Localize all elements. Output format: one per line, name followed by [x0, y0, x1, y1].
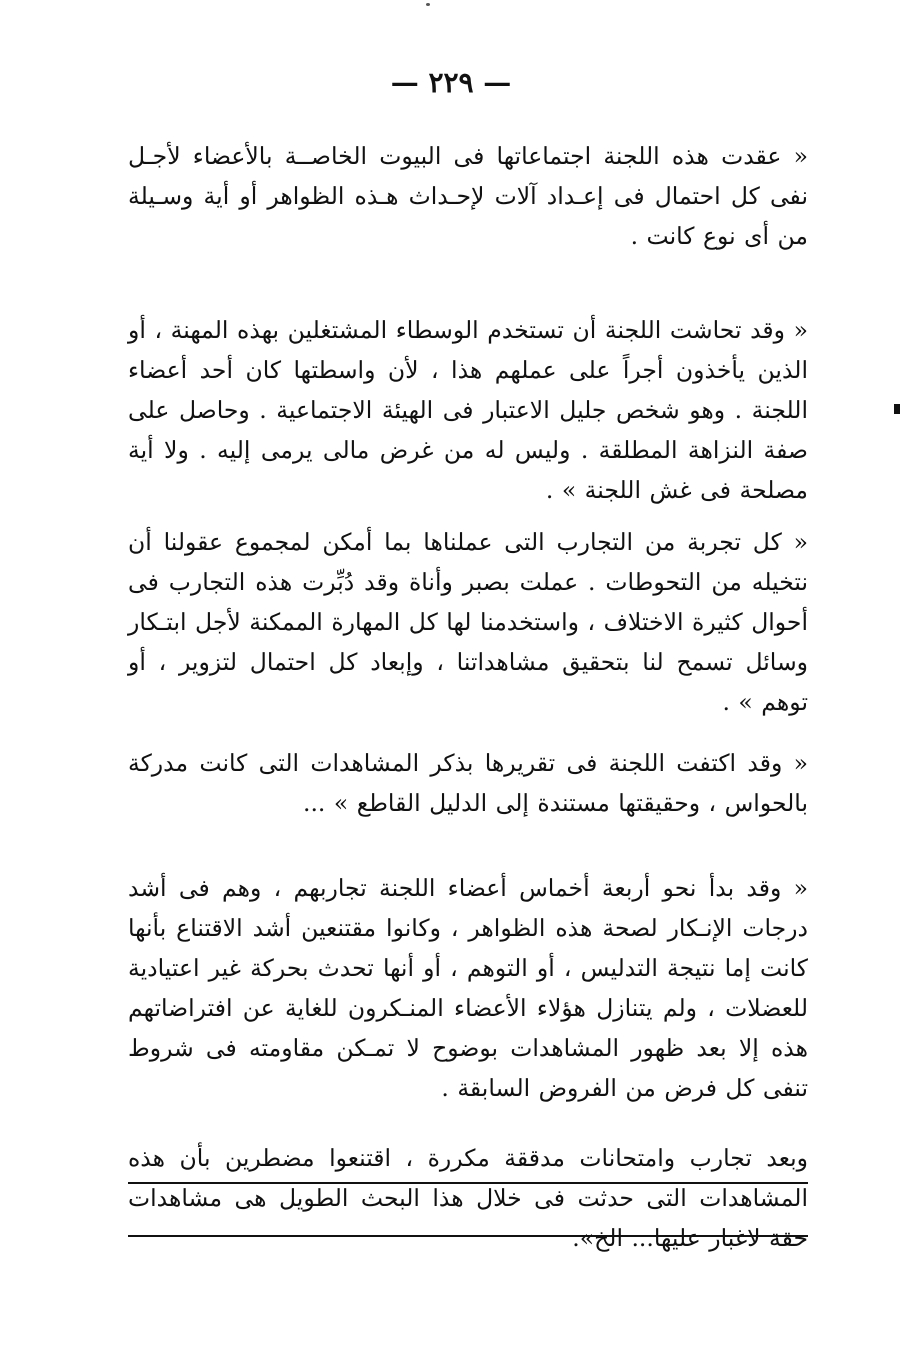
paragraph-committee-meetings: « عقدت هذه اللجنة اجتماعاتها فى البيوت الخاصــة بالأعضاء لأجـل نفى كل احتمال فى إعـداد آلات لإحـداث هـذه الظواهر أو أية وسـيلة من أى نوع كانت .	[128, 142, 808, 250]
paragraph-members-skepticism: « وقد بدأ نحو أربعة أخماس أعضاء اللجنة تجاربهم ، وهم فى أشد درجات الإنـكار لصحة هذه الظواهر ، وكانوا مقتنعين أشد الاقتناع بأنها كانت إما نتيجة التدليس ، أو التوهم ، أو أنها تحدث بحركة غير اعتيادية للعضلات ، ولم يتنازل هؤلاء الأعضاء المنـكرون للغاية عن افتراضاتهم هذه إلا بعد ظهور المشاهدات بوضوح لا تمـكن مقاومته فى شروط تنفى كل فرض من الفروض السابقة .	[128, 874, 808, 1102]
page-number: — ٢٢٩ —	[390, 66, 512, 99]
paragraph-avoided-mediums: « وقد تحاشت اللجنة أن تستخدم الوسطاء المشتغلين بهذه المهنة ، أو الذين يأخذون أجراً على عملهم هذا ، لأن واسطتها كان أحد أعضاء اللجنة . وهو شخص جليل الاعتبار فى الهيئة الاجتماعية . وحاصل على صفة النزاهة المطلقة . وليس له من غرض مالى يرمى إليه . ولا أية مصلحة فى غش اللجنة » .	[128, 316, 808, 504]
margin-mark	[894, 404, 900, 414]
page-speck	[426, 3, 430, 6]
paragraph-report-observations: « وقد اكتفت اللجنة فى تقريرها بذكر المشاهدات التى كانت مدركة بالحواس ، وحقيقتها مستندة إلى الدليل القاطع » ...	[128, 749, 808, 817]
horizontal-rule-bottom	[128, 1235, 808, 1237]
paragraph-conclusion: وبعد تجارب وامتحانات مدققة مكررة ، اقتنعوا مضطرين بأن هذه المشاهدات التى حدثت فى خلال هذا البحث الطويل هى مشاهدات حقة لاغبار عليها... الخ».	[128, 1144, 808, 1252]
paragraph-experiments-precautions: « كل تجربة من التجارب التى عملناها بما أمكن لمجموع عقولنا أن نتخيله من التحوطات . عملت بصبر وأناة وقد دُبِّرت هذه التجارب فى أحوال كثيرة الاختلاف ، واستخدمنا لها كل المهارة الممكنة لأجل ابتـكار وسائل تسمح لنا بتحقيق مشاهداتنا ، وإبعاد كل احتمال لتزوير ، أو توهم » .	[128, 528, 808, 716]
